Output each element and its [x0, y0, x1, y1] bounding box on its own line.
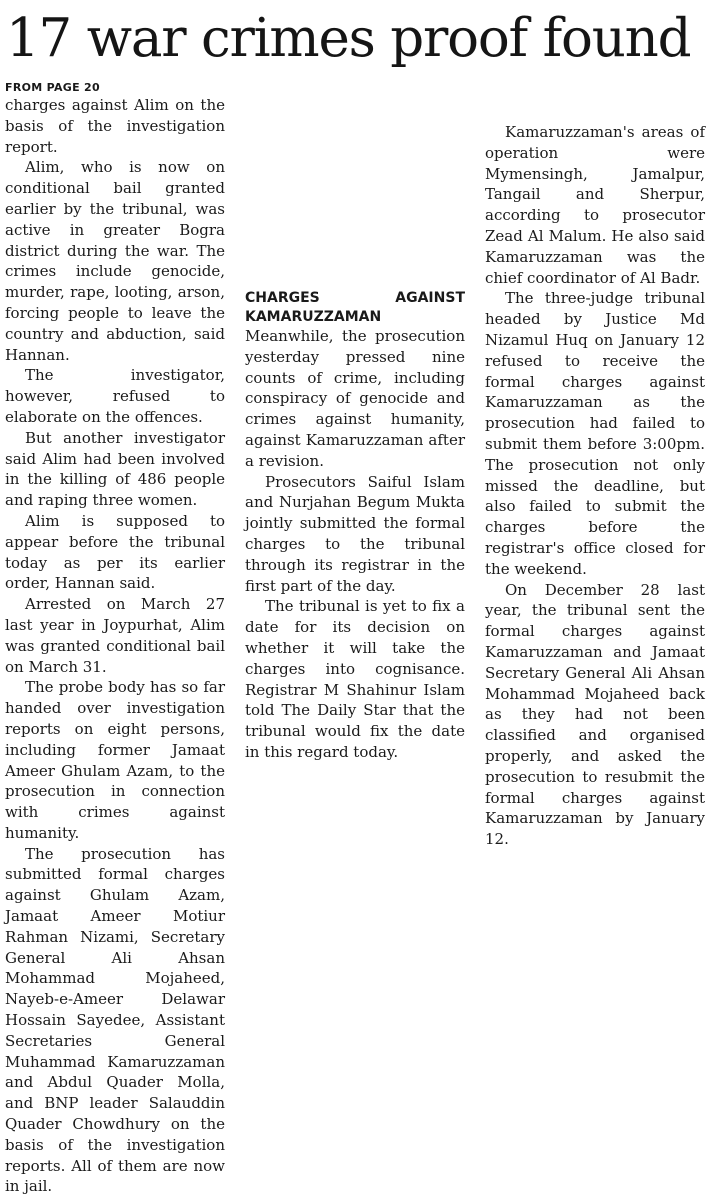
paragraph: charges against Alim on the basis of the investigation report.: [5, 96, 225, 156]
article-column-3: [485, 80, 705, 850]
subhead-line-1: CHARGES AGAINST: [245, 290, 465, 306]
paragraph: The probe body has so far handed over investigation reports on eight persons, including former Jamaat Ameer Ghulam Azam, to the prosecution in connection with crimes against humanity.: [5, 678, 225, 842]
headline: 17 war crimes proof found: [6, 8, 691, 69]
paragraph: The investigator, however, refused to elaborate on the offences.: [5, 366, 225, 426]
from-page-label: FROM PAGE 20: [5, 81, 100, 94]
paragraph: The tribunal is yet to fix a date for its decision on whether it will take the charges into cognisance. Registrar M Shahinur Islam told The Daily Star that the tribunal would fix the date in this regard today.: [245, 597, 465, 761]
paragraph-continued: The prosecution has submitted formal charges against Ghulam Azam, Jamaat Ameer Motiur Rahman Nizami, Secretary General Ali Ahsan Mohammad Mojaheed, Nayeb-e-Ameer Delawar Hossain Sayedee, Assistant Secretaries General Muhammad Kamaruzzaman and Abdul Quader Molla, and BNP leader Salauddin Quader Chowdhury on the basis of the investigation reports. All of them are now in jail.: [5, 844, 225, 1196]
article-column-2: [245, 80, 465, 763]
paragraph: Prosecutors Saiful Islam and Nurjahan Begum Mukta jointly submitted the formal charges to the tribunal through its registrar in the first part of the day.: [245, 472, 465, 595]
paragraph: Arrested on March 27 last year in Joypurhat, Alim was granted conditional bail on March 31.: [5, 595, 225, 676]
paragraph: Kamaruzzaman's areas of operation were Mymensingh, Jamalpur, Tangail and Sherpur, according to prosecutor Zead Al Malum. He also said Kamaruzzaman was the chief coordinator of Al Badr.: [485, 123, 705, 287]
column-2-continuation-space: [245, 80, 465, 288]
paragraph: Alim, who is now on conditional bail granted earlier by the tribunal, was active in greater Bogra district during the war. The crimes include genocide, murder, rape, looting, arson, forcing people to leave the country and abduction, said Hannan.: [5, 158, 225, 364]
paragraph: The three-judge tribunal headed by Justice Md Nizamul Huq on January 12 refused to receive the formal charges against Kamaruzzaman as the prosecution had failed to submit them before 3:00pm. The prosecution not only missed the deadline, but also failed to submit the charges before the registrar's office closed for the weekend.: [485, 289, 705, 578]
paragraph: On December 28 last year, the tribunal sent the formal charges against Kamaruzzaman and Jamaat Secretary General Ali Ahsan Mohammad Mojaheed back as they had not been classified and organised properly, and asked the prosecution to resubmit the formal charges against Kamaruzzaman by January 12.: [485, 580, 705, 849]
paragraph: But another investigator said Alim had been involved in the killing of 486 people and raping three women.: [5, 428, 225, 510]
subhead-line-2: KAMARUZZAMAN: [245, 309, 382, 325]
column-3-continuation-space: [485, 80, 705, 122]
paragraph: Alim is supposed to appear before the tribunal today as per its earlier order, Hannan said.: [5, 511, 225, 593]
article-column-1: [5, 80, 225, 1197]
paragraph: Meanwhile, the prosecution yesterday pressed nine counts of crime, including conspiracy of genocide and crimes against humanity, against Kamaruzzaman after a revision.: [245, 327, 465, 470]
